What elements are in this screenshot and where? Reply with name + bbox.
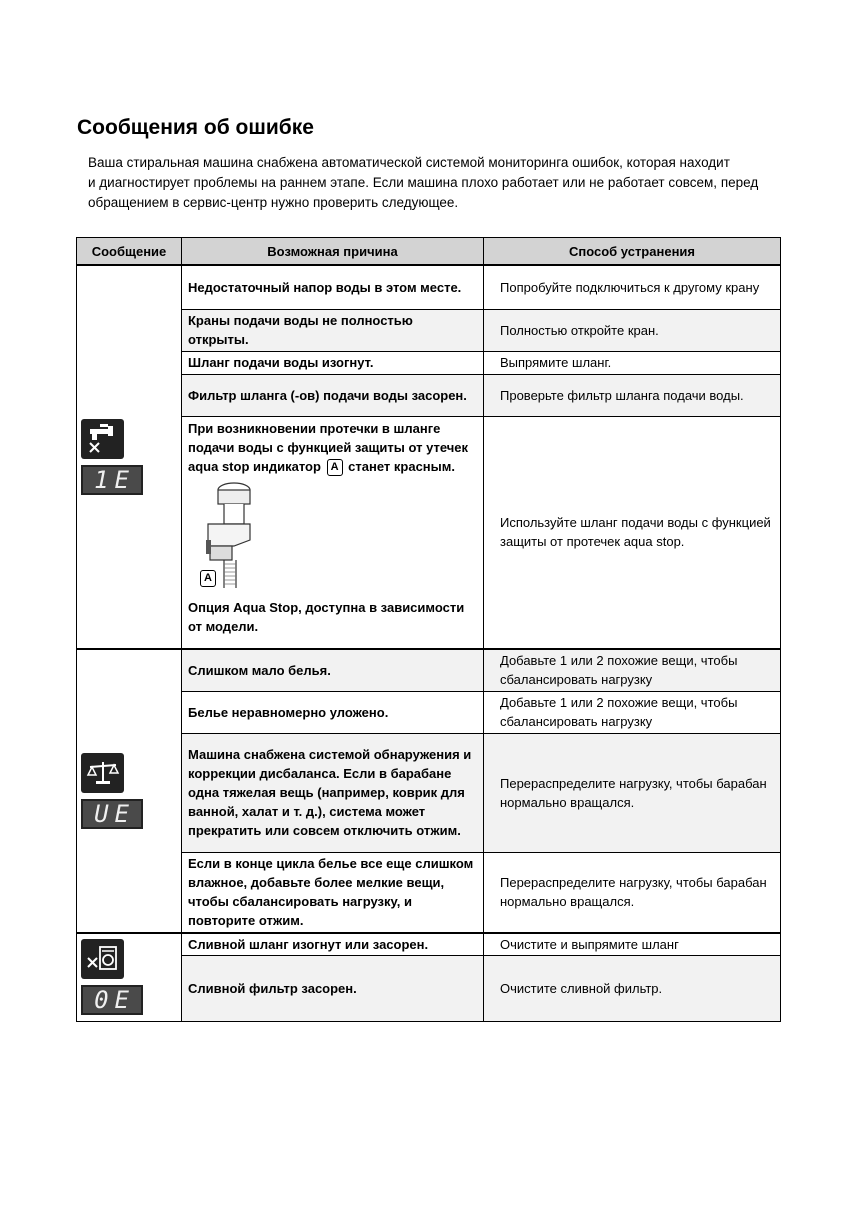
error-code-display: UE	[81, 799, 143, 829]
table-row	[77, 265, 781, 309]
table-row	[77, 374, 781, 416]
cause-cell	[182, 416, 484, 649]
message-cell-0e	[77, 933, 182, 1021]
header-cause: Возможная причина	[182, 238, 484, 266]
table-row	[77, 852, 781, 933]
cause-cell: Если в конце цикла белье все еще слишком влажное, добавьте более мелкие вещи, чтобы сбалансировать нагрузку, и повторите отжим.	[182, 852, 484, 933]
aqua-stop-figure	[188, 480, 477, 592]
indicator-a-badge: A	[327, 459, 343, 476]
table-row	[77, 649, 781, 691]
table-header-row	[77, 238, 781, 266]
remedy-cell: Используйте шланг подачи воды с функцией защиты от протечек aqua stop.	[484, 416, 781, 649]
cause-cell: Сливной фильтр засорен.	[182, 955, 484, 1021]
cause-cell: Слишком мало белья.	[182, 649, 484, 691]
remedy-cell: Перераспределите нагрузку, чтобы барабан нормально вращался.	[484, 733, 781, 852]
intro-text	[88, 153, 788, 213]
intro-line: обращением в сервис-центр нужно проверить следующее.	[88, 195, 459, 210]
remedy-cell: Полностью откройте кран.	[484, 309, 781, 351]
figure-label-a: A	[200, 570, 216, 587]
remedy-cell: Добавьте 1 или 2 похожие вещи, чтобы сбалансировать нагрузку	[484, 649, 781, 691]
table-row	[77, 309, 781, 351]
intro-line: Ваша стиральная машина снабжена автоматической системой мониторинга ошибок, которая находит	[88, 155, 730, 170]
message-cell-1e	[77, 265, 182, 649]
remedy-cell: Проверьте фильтр шланга подачи воды.	[484, 374, 781, 416]
table-row	[77, 351, 781, 374]
cause-text: станет красным.	[348, 458, 455, 474]
intro-line: и диагностирует проблемы на раннем этапе. Если машина плохо работает или не работает совсем, перед	[88, 175, 759, 190]
remedy-cell: Очистите и выпрямите шланг	[484, 933, 781, 955]
remedy-cell: Попробуйте подключиться к другому крану	[484, 265, 781, 309]
remedy-cell: Добавьте 1 или 2 похожие вещи, чтобы сбалансировать нагрузку	[484, 691, 781, 733]
balance-scale-icon	[81, 753, 124, 793]
table-row	[77, 955, 781, 1021]
error-table	[76, 237, 781, 1022]
remedy-cell: Очистите сливной фильтр.	[484, 955, 781, 1021]
remedy-cell: Выпрямите шланг.	[484, 351, 781, 374]
table-row	[77, 691, 781, 733]
cause-text: При возникновении протечки в шланге подачи воды с функцией защиты от утечек aqua stop индикатор	[188, 420, 469, 474]
cause-cell: Белье неравномерно уложено.	[182, 691, 484, 733]
message-cell-ue	[77, 649, 182, 933]
error-code-display: 1E	[81, 465, 143, 495]
page-title: Сообщения об ошибке	[77, 116, 314, 139]
drain-washer-icon	[81, 939, 124, 979]
table-row	[77, 933, 781, 955]
cause-cell: Фильтр шланга (-ов) подачи воды засорен.	[182, 374, 484, 416]
remedy-cell: Перераспределите нагрузку, чтобы барабан нормально вращался.	[484, 852, 781, 933]
cause-cell: Краны подачи воды не полностью открыты.	[182, 309, 484, 351]
error-code-display: 0E	[81, 985, 143, 1015]
header-remedy: Способ устранения	[484, 238, 781, 266]
header-message: Сообщение	[77, 238, 182, 266]
cause-cell: Шланг подачи воды изогнут.	[182, 351, 484, 374]
table-row	[77, 416, 781, 649]
cause-cell: Недостаточный напор воды в этом месте.	[182, 265, 484, 309]
water-tap-icon	[81, 419, 124, 459]
table-row	[77, 733, 781, 852]
cause-cell: Машина снабжена системой обнаружения и коррекции дисбаланса. Если в барабане одна тяжелая вещь (например, коврик для ванной, халат и т. д.), система может прекратить или совсем отключить отжим.	[182, 733, 484, 852]
cause-cell: Сливной шланг изогнут или засорен.	[182, 933, 484, 955]
cause-note: Опция Aqua Stop, доступна в зависимости от модели.	[188, 599, 465, 634]
